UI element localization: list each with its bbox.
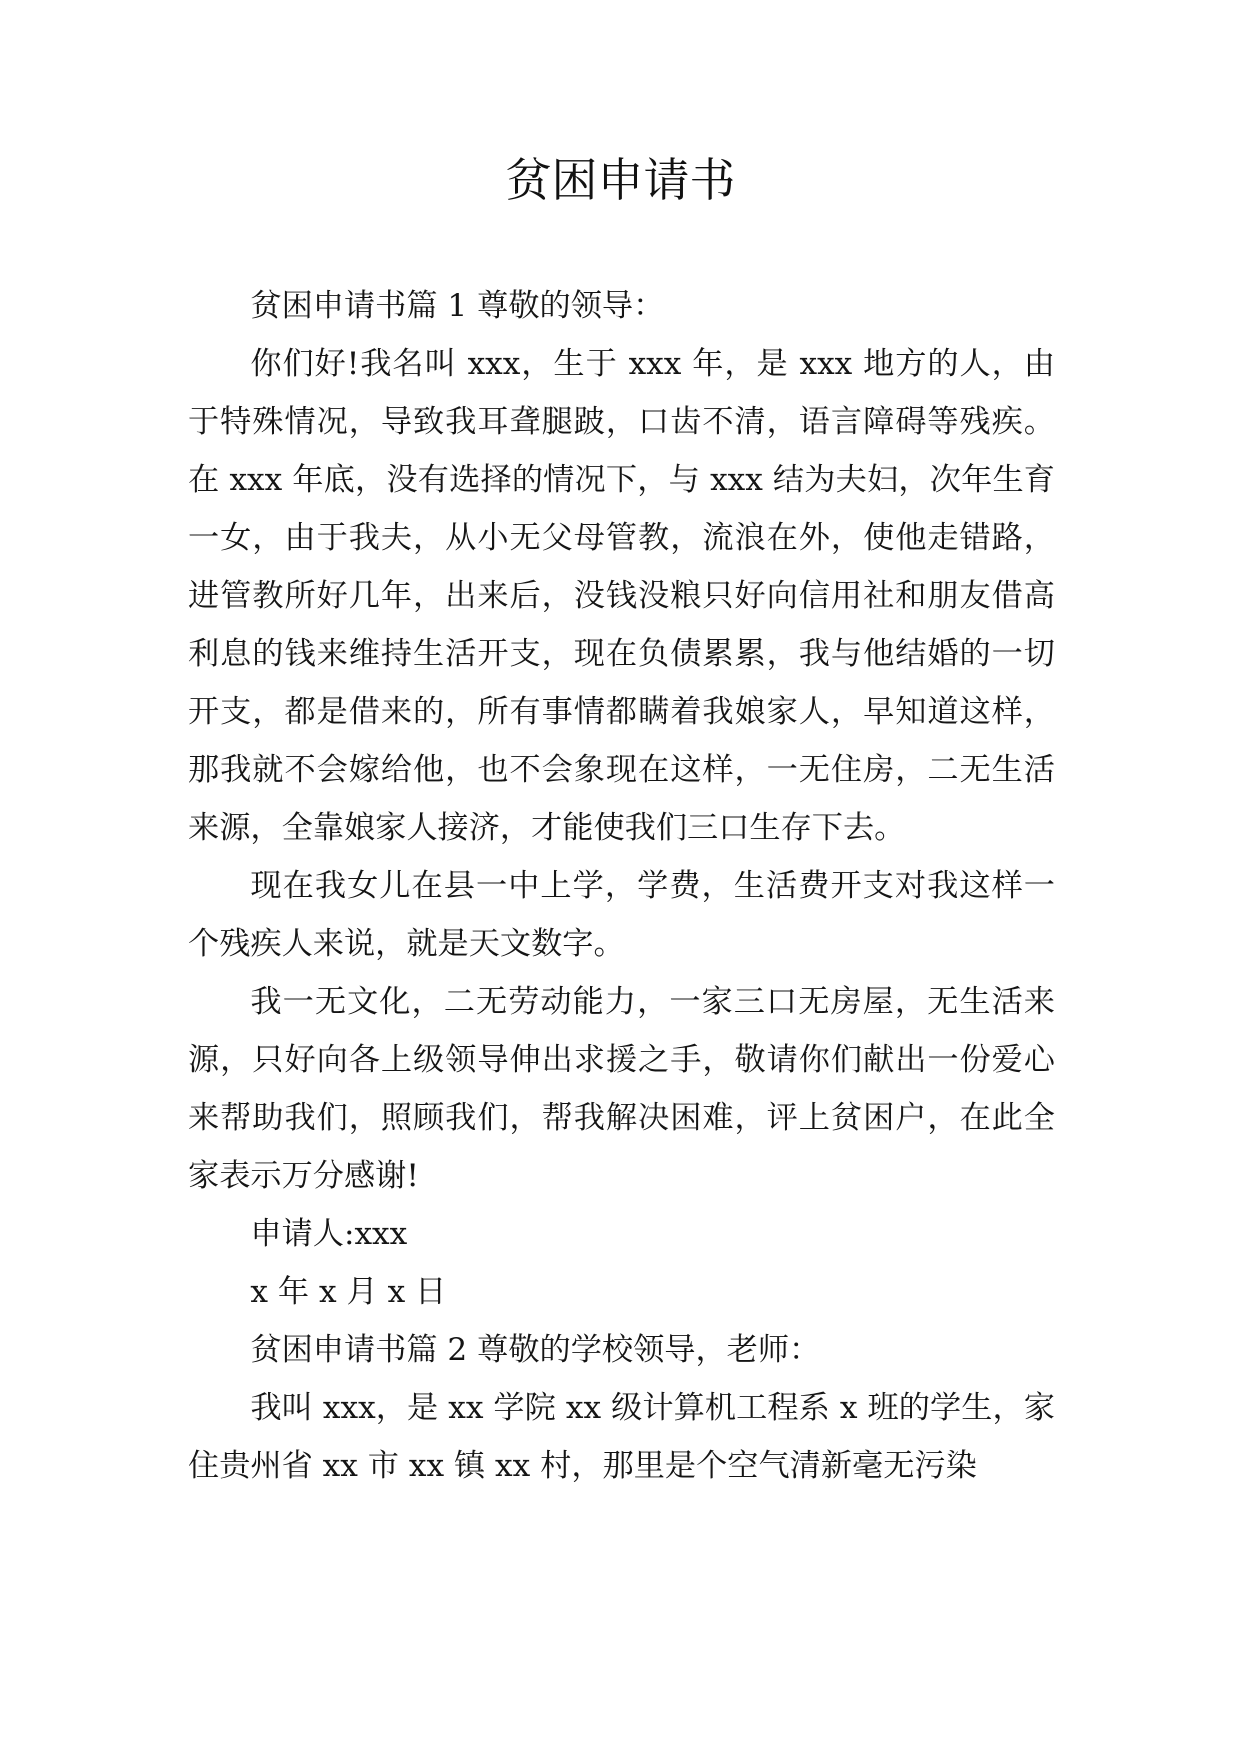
paragraph-8-introduction-2: 我叫 xxx，是 xx 学院 xx 级计算机工程系 x 班的学生，家住贵州省 xx 市 xx 镇 xx 村，那里是个空气清新毫无污染 [188,1390,1055,1484]
paragraph-4-request: 我一无文化，二无劳动能力，一家三口无房屋，无生活来源，只好向各上级领导伸出求援之手，敬请你们献出一份爱心来帮助我们，照顾我们，帮我解决困难，评上贫困户，在此全家表示万分感谢! [188,984,1055,1194]
paragraph-7-salutation-2: 贫困申请书篇 2 尊敬的学校领导，老师： [250,1332,821,1368]
document-title: 贫困申请书 [505,153,736,207]
document-body [188,277,1055,1495]
paragraph-3-daughter-school: 现在我女儿在县一中上学，学费，生活费开支对我这样一个残疾人来说，就是天文数字。 [188,868,1055,962]
paragraph-2-introduction: 你们好!我名叫 xxx，生于 xxx 年，是 xxx 地方的人，由于特殊情况，导致我耳聋腿跛，口齿不清，语言障碍等残疾。在 xxx 年底，没有选择的情况下，与 xxx 结为夫妇，次年生育一女，由于我夫，从小无父母管教，流浪在外，使他走错路，进管教所好几年，出来后，没钱没粮只好向信用社和朋友借高利息的钱来维持生活开支，现在负债累累，我与他结婚的一切开支，都是借来的，所有事情都瞒着我娘家人，早知道这样，那我就不会嫁给他，也不会象现在这样，一无住房，二无生活来源，全靠娘家人接济，才能使我们三口生存下去。 [188,346,1055,846]
paragraph-5-applicant: 申请人:xxx [250,1216,408,1252]
paragraph-1-salutation: 贫困申请书篇 1 尊敬的领导： [250,288,665,324]
paragraph-6-date: x 年 x 月 x 日 [250,1274,447,1310]
